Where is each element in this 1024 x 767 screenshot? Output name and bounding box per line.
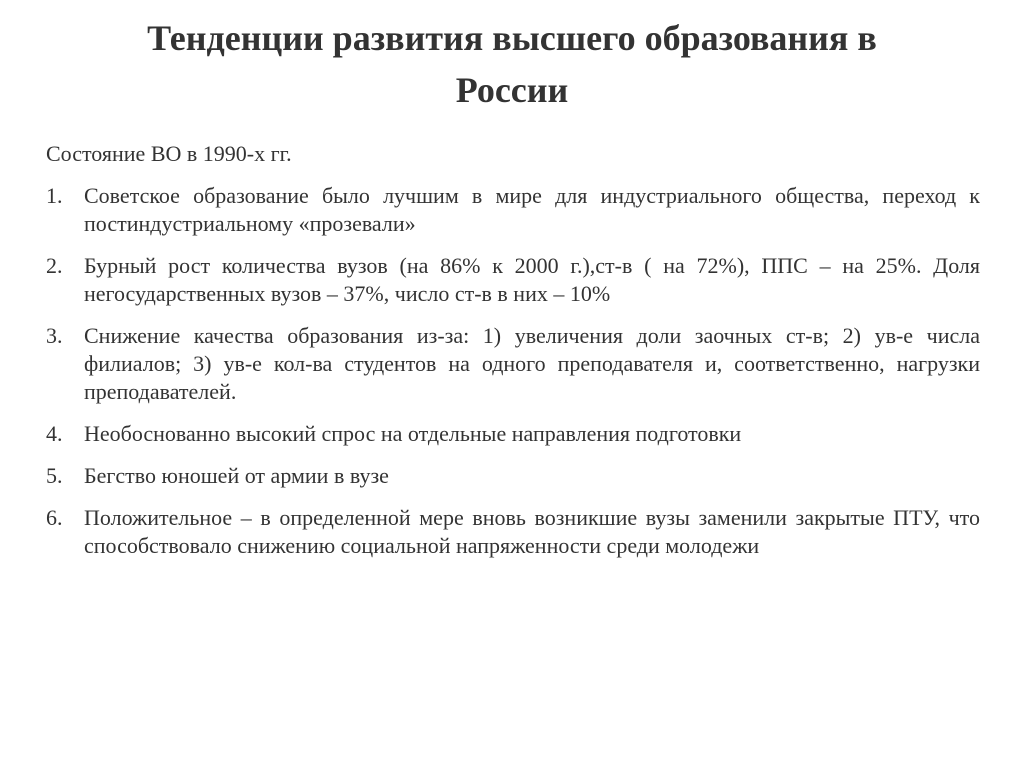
list-item-number: 5. (46, 463, 63, 488)
list-item-number: 3. (46, 323, 63, 348)
list-item-text: Снижение качества образования из-за: 1) увеличения доли заочных ст-в; 2) ув-е числа филиалов; 3) ув-е кол-ва студентов на одного преподавателя и, соответственно, нагрузки преподавателей. (84, 323, 980, 404)
intro-text: Состояние ВО в 1990-х гг. (46, 141, 292, 166)
list-item (46, 504, 980, 560)
slide-body (46, 140, 980, 574)
list-item (46, 182, 980, 238)
list-item-text: Положительное – в определенной мере вновь возникшие вузы заменили закрытые ПТУ, что способствовало снижению социальной напряженности среди молодежи (84, 505, 980, 558)
list-item (46, 252, 980, 308)
list-item-number: 4. (46, 421, 63, 446)
list-item (46, 322, 980, 406)
list-item-text: Необоснованно высокий спрос на отдельные направления подготовки (84, 421, 742, 446)
list-item-text: Бегство юношей от армии в вузе (84, 463, 389, 488)
numbered-list (46, 182, 980, 560)
list-item-text: Бурный рост количества вузов (на 86% к 2000 г.),ст-в ( на 72%), ППС – на 25%. Доля негосударственных вузов – 37%, число ст-в в них – 10% (84, 253, 980, 306)
slide-title: Тенденции развития высшего образования в России (147, 18, 877, 110)
list-item-number: 6. (46, 505, 63, 530)
list-item-number: 2. (46, 253, 63, 278)
list-item-number: 1. (46, 183, 63, 208)
list-item (46, 420, 980, 448)
list-item-text: Советское образование было лучшим в мире для индустриального общества, переход к постиндустриальному «прозевали» (84, 183, 980, 236)
list-item (46, 462, 980, 490)
